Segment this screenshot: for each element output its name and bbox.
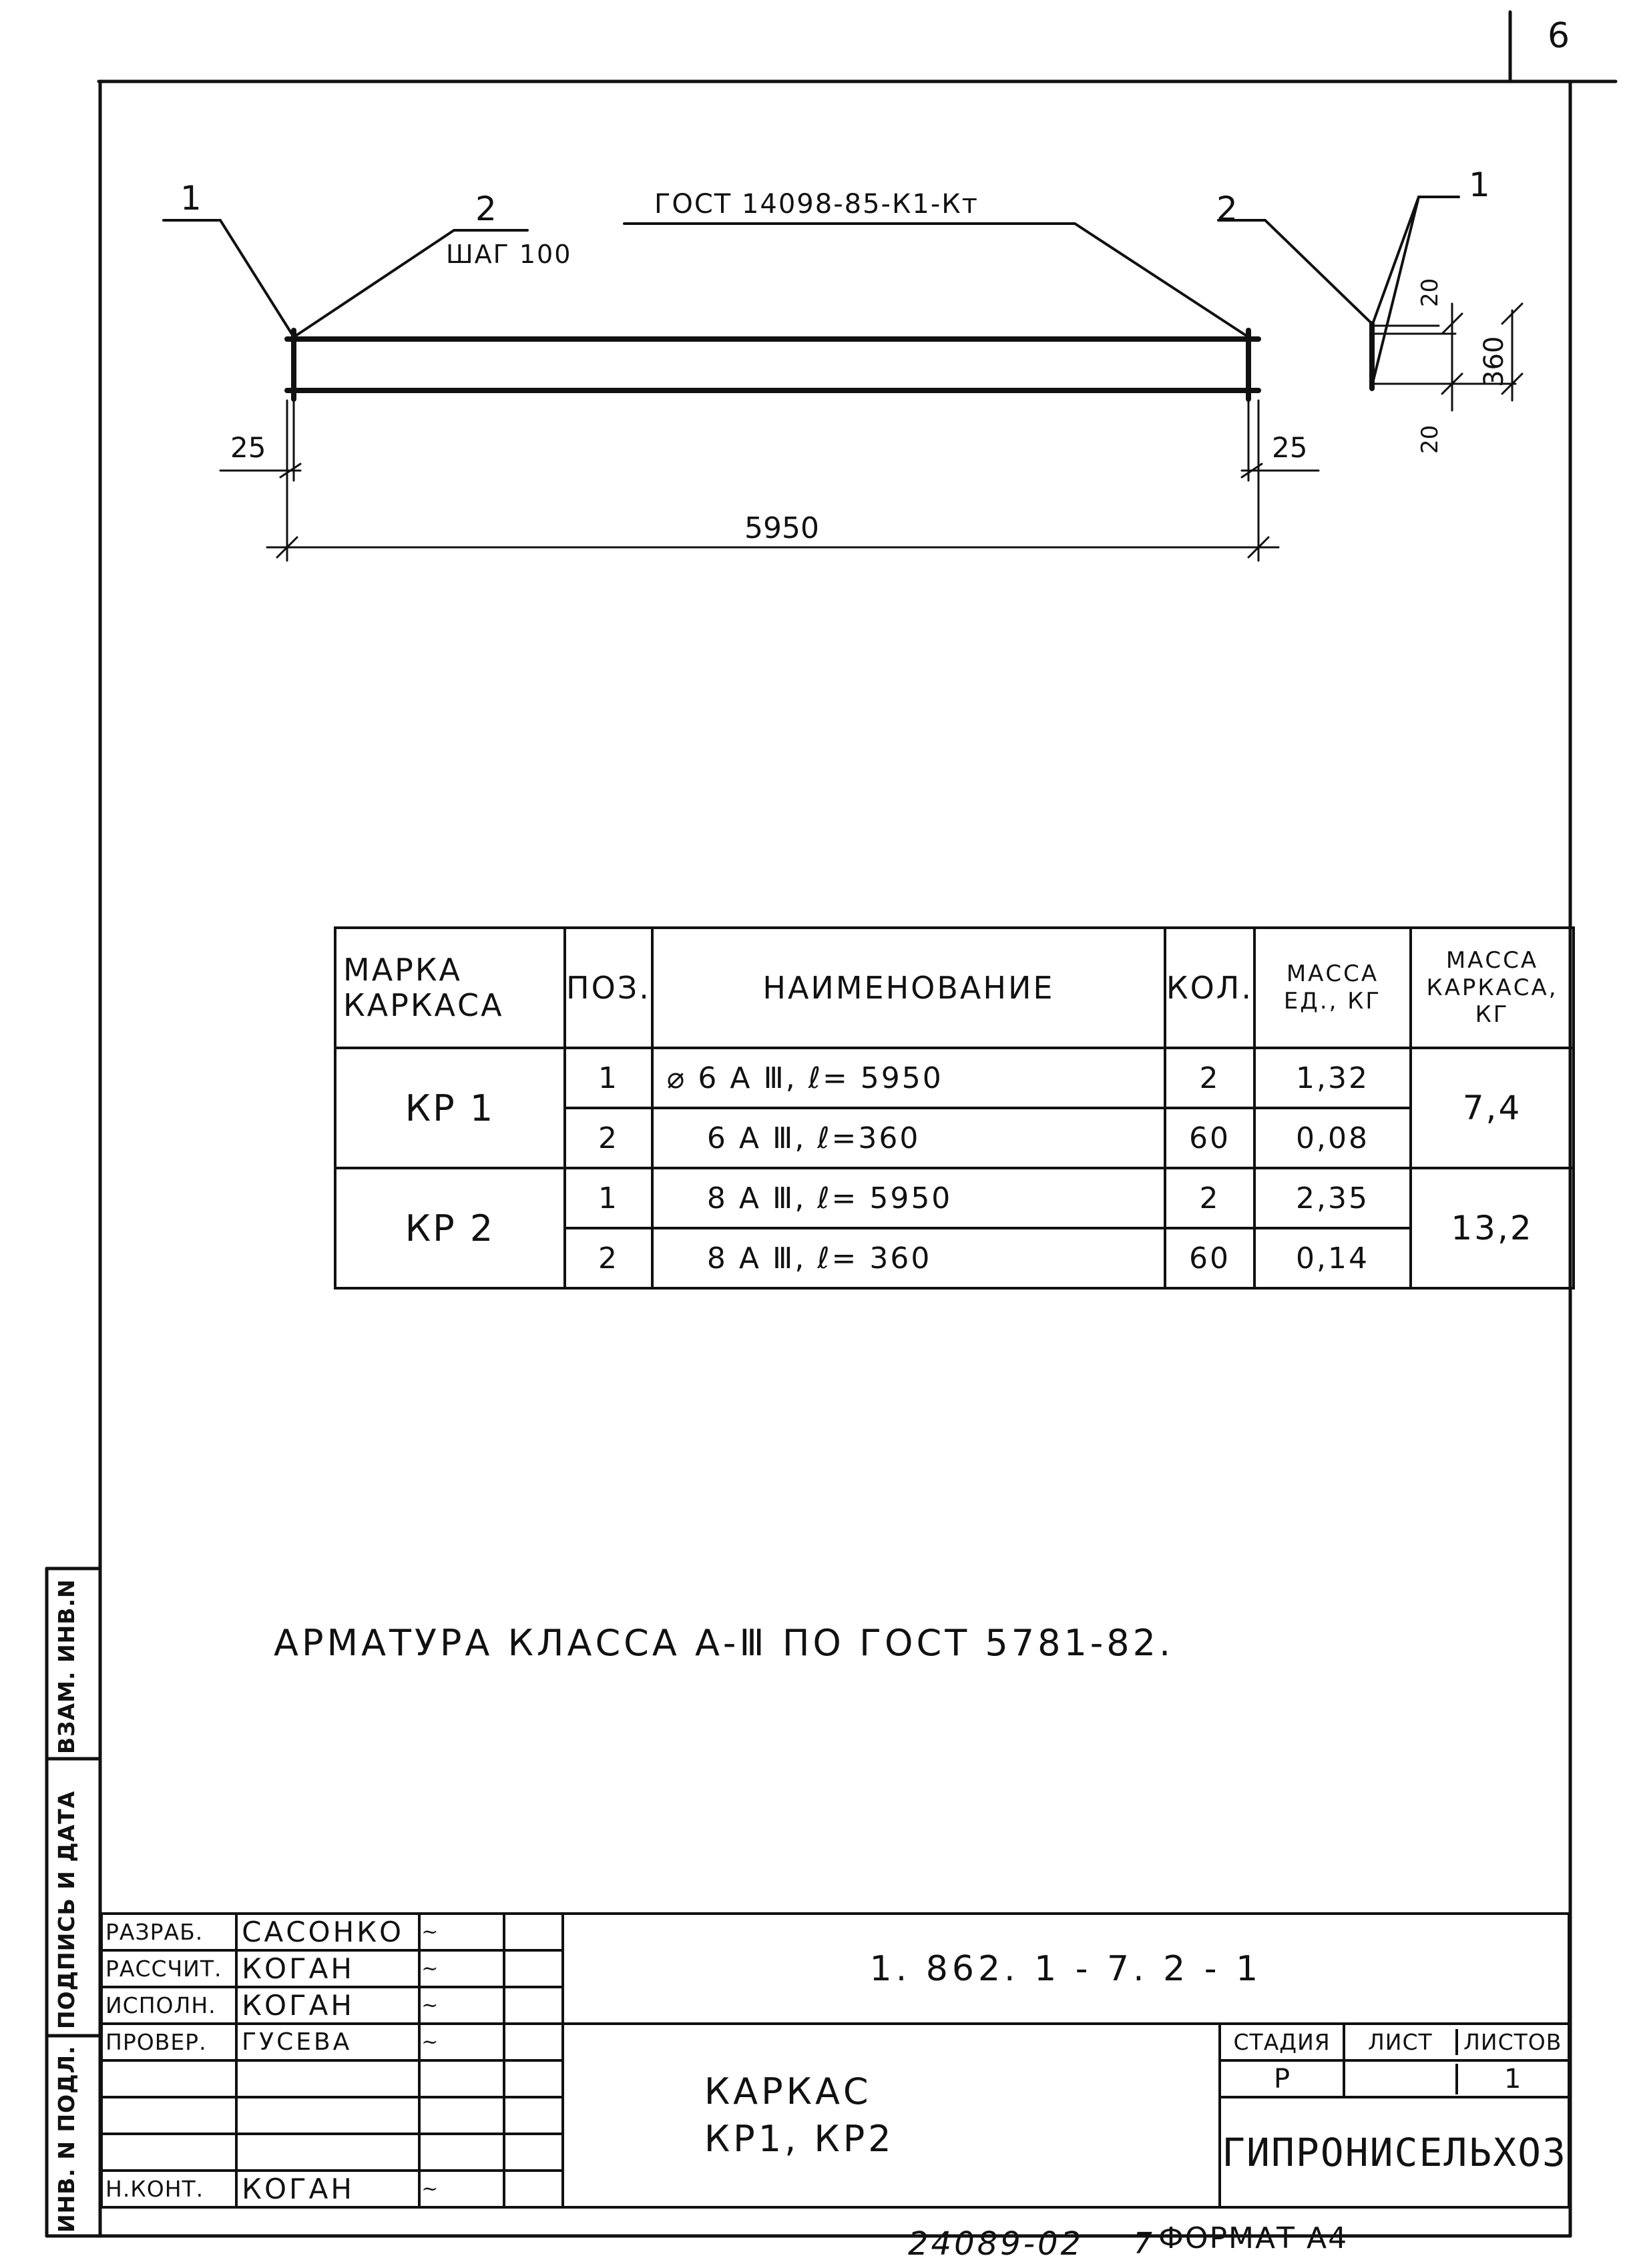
sheet-values [1344,2060,1569,2097]
dim-total-length: 5950 [744,511,819,545]
specification-table [334,926,1575,1290]
signature-mark: ~ [421,2030,439,2054]
signature-cell [419,1950,504,1987]
role-cell [101,2097,236,2134]
callout-pos1-right: 1 [1469,166,1490,204]
sheet-labels [1344,2024,1569,2060]
signature-cell [419,2134,504,2171]
header-mark: МАРКА КАРКАСА [335,928,565,1048]
stage-value: Р [1220,2060,1344,2097]
frame-mass-cell: 13,2 [1411,1168,1574,1288]
date-cell [504,1950,563,1987]
sheets-label: ЛИСТОВ [1463,2029,1562,2055]
mark-cell: КР 1 [335,1048,565,1168]
reinforcement-note: АРМАТУРА КЛАССА А-Ⅲ ПО ГОСТ 5781-82. [274,1622,1174,1664]
unit-mass-cell: 0,08 [1254,1108,1411,1168]
side-label-inv-podl: ИНВ. N ПОДЛ. [53,2045,79,2233]
dim-section-height: 360 [1479,336,1509,387]
name-cell: 8 А Ⅲ, ℓ= 360 [652,1228,1165,1288]
format-label: ФОРМАТ А4 [1158,2221,1349,2255]
role-cell: РАЗРАБ. [101,1914,236,1950]
callout-gost-frame: ГОСТ 14098-85-К1-Кт [654,189,979,220]
date-cell [504,2134,563,2171]
role-cell: РАССЧИТ. [101,1950,236,1987]
person-cell [236,2060,419,2097]
person-cell: САСОНКО [236,1914,419,1950]
date-cell [504,2024,563,2060]
organization: ГИПРОНИСЕЛЬХОЗ [1220,2097,1569,2207]
unit-mass-cell: 2,35 [1254,1168,1411,1228]
table-row [335,1168,1574,1228]
sheets-value: 1 [1504,2063,1522,2094]
qty-cell: 2 [1165,1048,1254,1108]
qty-cell: 60 [1165,1228,1254,1288]
stage-label: СТАДИЯ [1220,2024,1344,2060]
header-unit-mass: МАССА ЕД., КГ [1254,928,1411,1048]
title-block [100,1912,1570,2209]
drawing-title-line1: КАРКАС [704,2070,872,2113]
qty-cell: 60 [1165,1108,1254,1168]
callout-pos1-left: 1 [180,179,202,218]
date-cell [504,1914,563,1950]
signature-mark: ~ [421,1920,439,1944]
sheet-label: ЛИСТ [1345,2029,1457,2055]
name-cell: 8 А Ⅲ, ℓ= 5950 [652,1168,1165,1228]
unit-mass-cell: 1,32 [1254,1048,1411,1108]
side-label-podpis-data: ПОДПИСЬ И ДАТА [53,1790,79,2029]
role-cell [101,2134,236,2171]
signature-cell [419,2060,504,2097]
drawing-title [563,2024,1220,2207]
person-cell [236,2134,419,2171]
signature-cell [419,2097,504,2134]
table-row [335,1048,1574,1108]
header-name: НАИМЕНОВАНИЕ [652,928,1165,1048]
date-cell [504,2097,563,2134]
unit-mass-cell: 0,14 [1254,1228,1411,1288]
drawing-title-line2: КР1, КР2 [704,2117,895,2160]
archive-number: 24089-02 [908,2225,1084,2263]
pos-cell: 2 [565,1108,652,1168]
person-cell: КОГАН [236,1987,419,2024]
person-cell: КОГАН [236,2171,419,2207]
signature-cell [419,1914,504,1950]
date-cell [504,2060,563,2097]
signature-cell [419,2024,504,2060]
signature-cell [419,1987,504,2024]
qty-cell: 2 [1165,1168,1254,1228]
header-qty: КОЛ. [1165,928,1254,1048]
pos-cell: 1 [565,1048,652,1108]
role-cell: ИСПОЛН. [101,1987,236,2024]
header-frame-mass: МАССА КАРКАСА, КГ [1411,928,1574,1048]
role-cell: Н.КОНТ. [101,2171,236,2207]
sheet-value [1345,2064,1457,2094]
frame-mass-cell: 7,4 [1411,1048,1574,1168]
dim-right-offset: 25 [1272,431,1308,464]
dim-left-offset: 25 [230,431,266,464]
pos-cell: 2 [565,1228,652,1288]
person-cell: КОГАН [236,1950,419,1987]
sheet-corner-number: 6 [1548,16,1570,56]
person-cell: ГУСЕВА [236,2024,419,2060]
date-cell [504,1987,563,2024]
dim-section-bottom: 20 [1417,424,1443,454]
page-marker: 7 [1134,2227,1152,2261]
signature-mark: ~ [421,2177,439,2201]
doc-code: 1. 862. 1 - 7. 2 - 1 [563,1914,1569,2024]
role-cell [101,2060,236,2097]
header-pos: ПОЗ. [565,928,652,1048]
person-cell [236,2097,419,2134]
side-label-vzam-inv: ВЗАМ. ИНВ.N [53,1579,79,1754]
pos-cell: 1 [565,1168,652,1228]
signature-mark: ~ [421,1994,439,2017]
callout-pos2-left: 2 [475,190,497,228]
dim-section-top: 20 [1417,278,1443,307]
mark-cell: КР 2 [335,1168,565,1288]
name-cell: ⌀ 6 А Ⅲ, ℓ= 5950 [652,1048,1165,1108]
signature-cell [419,2171,504,2207]
signature-mark: ~ [421,1957,439,1980]
callout-pos2-right: 2 [1216,190,1238,228]
date-cell [504,2171,563,2207]
callout-pitch: ШАГ 100 [446,240,572,269]
role-cell: ПРОВЕР. [101,2024,236,2060]
name-cell: 6 А Ⅲ, ℓ=360 [652,1108,1165,1168]
